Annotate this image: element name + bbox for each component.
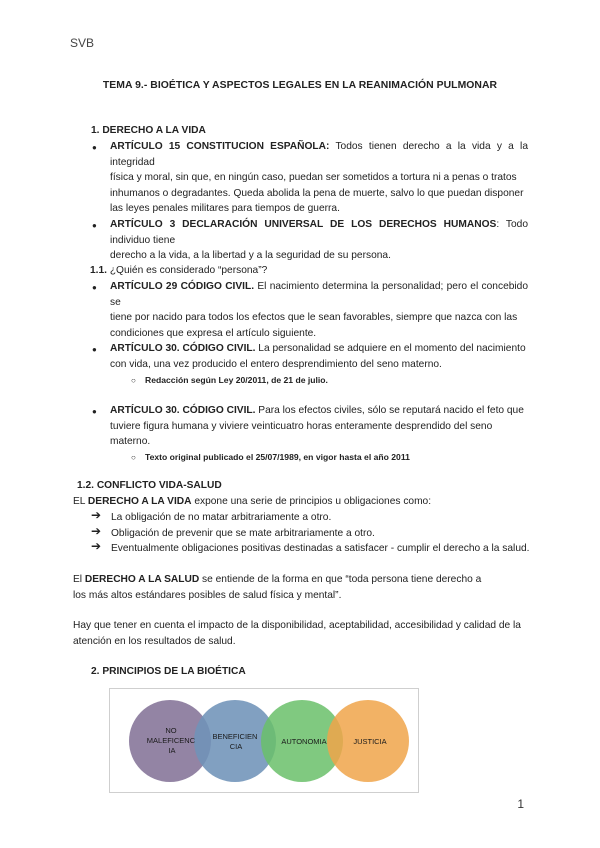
article-15-label: ARTÍCULO 15 CONSTITUCION ESPAÑOLA: <box>110 141 330 152</box>
article-29-label: ARTÍCULO 29 CÓDIGO CIVIL. <box>110 281 255 292</box>
obligation-text: Obligación de prevenir que se mate arbitrariamente a otro. <box>111 528 375 539</box>
article-15-text-4: las leyes penales militares para tiempos de guerra. <box>110 203 340 214</box>
article-29-block <box>110 279 528 341</box>
section-1-1-title: ¿Quién es considerado “persona”? <box>109 265 268 276</box>
impact-line-1: Hay que tener en cuenta el impacto de la disponibilidad, aceptabilidad, accesibilidad y calidad de la <box>73 620 521 631</box>
article-30b-note: Texto original publicado el 25/07/1989, en vigor hasta el año 2011 <box>145 452 410 462</box>
obligation-item <box>91 508 332 526</box>
article-30b-block <box>110 403 528 450</box>
obligation-text: La obligación de no matar arbitrariamente a otro. <box>111 512 332 523</box>
article-15-block <box>110 139 528 217</box>
principles-venn-svg <box>110 689 418 792</box>
article-3-block <box>110 217 528 264</box>
section-1-2-heading: 1.2. CONFLICTO VIDA-SALUD <box>77 480 222 491</box>
arrow-right-icon: ➔ <box>91 539 102 553</box>
intro-suffix: expone una serie de principios u obligaciones como: <box>191 496 432 507</box>
article-3-label: ARTÍCULO 3 DECLARACIÓN UNIVERSAL DE LOS DERECHOS HUMANOS <box>110 219 497 230</box>
article-30a-block <box>110 341 528 372</box>
salud-paragraph <box>73 572 481 603</box>
label-no-maleficencia: NO MALEFICENC IA <box>146 726 196 755</box>
article-30a-note-item <box>145 373 328 389</box>
article-29-text-2: tiene por nacido para todos los efectos que le sean favorables, siempre que nazca con las <box>110 312 518 323</box>
header-code: SVB <box>70 36 95 50</box>
obligation-item <box>91 539 530 557</box>
salud-suffix: se entiende de la forma en que “toda persona tiene derecho a <box>199 574 482 585</box>
article-30a-text-2: con vida, una vez producido el entero desprendimiento del seno materno. <box>110 358 442 370</box>
salud-prefix: El <box>73 574 85 585</box>
obligation-text: Eventualmente obligaciones positivas destinadas a satisfacer - cumplir el derecho a la salud. <box>111 543 530 554</box>
article-15-text-2: física y moral, sin que, en ningún caso, puedan ser sometidos a tortura ni a penas o tratos <box>110 172 517 183</box>
arrow-right-icon: ➔ <box>91 508 102 522</box>
article-3-text-2: derecho a la vida, a la libertad y a la seguridad de su persona. <box>110 250 391 261</box>
article-30a-label: ARTÍCULO 30. CÓDIGO CIVIL. <box>110 343 256 354</box>
label-justicia: JUSTICIA <box>353 737 387 746</box>
article-29-text-3: condiciones que expresa el artículo siguiente. <box>110 327 317 339</box>
label-autonomia: AUTONOMIA <box>281 737 327 746</box>
article-15-text-1: Todos tienen derecho a la vida y a la integridad <box>110 141 528 168</box>
page-number: 1 <box>517 797 524 811</box>
intro-bold: DERECHO A LA VIDA <box>87 496 192 507</box>
impact-paragraph <box>73 618 529 649</box>
section-2-heading: 2. PRINCIPIOS DE LA BIOÉTICA <box>91 666 246 677</box>
salud-bold: DERECHO A LA SALUD <box>84 574 200 585</box>
bioethics-principles-diagram <box>109 688 419 793</box>
section-1-heading: 1. DERECHO A LA VIDA <box>91 125 206 136</box>
section-1-1-number: 1.1. <box>90 265 110 276</box>
article-30b-text-3: materno. <box>110 436 151 447</box>
impact-line-2: atención en los resultados de salud. <box>73 635 236 647</box>
label-beneficiencia: BENEFICIEN CIA <box>212 732 258 751</box>
obligation-item <box>91 524 375 542</box>
salud-line-2: los más altos estándares posibles de salud física y mental”. <box>73 589 342 601</box>
article-30b-note-item <box>145 450 410 466</box>
article-30a-note: Redacción según Ley 20/2011, de 21 de julio. <box>145 375 328 385</box>
article-30b-label: ARTÍCULO 30. CÓDIGO CIVIL. <box>110 405 256 416</box>
arrow-right-icon: ➔ <box>91 524 102 538</box>
intro-prefix: EL <box>73 496 88 507</box>
section-1-2-intro <box>73 494 431 510</box>
article-30b-text-2: tuviere figura humana y viviere veinticuatro horas enteramente desprendido del seno <box>110 420 493 432</box>
section-1-1-heading <box>90 263 267 279</box>
article-30b-text-1: Para los efectos civiles, sólo se reputará nacido el feto que <box>255 405 524 416</box>
article-30a-text-1: La personalidad se adquiere en el momento del nacimiento <box>255 343 526 354</box>
article-15-text-3: inhumanos o degradantes. Queda abolida la pena de muerte, salvo lo que puedan disponer <box>110 187 524 199</box>
article-3-text-1: : Todo individuo tiene <box>110 219 528 246</box>
page-title: TEMA 9.- BIOÉTICA Y ASPECTOS LEGALES EN LA REANIMACIÓN PULMONAR <box>102 80 498 91</box>
article-29-text-1: El nacimiento determina la personalidad; pero el concebido se <box>110 281 528 308</box>
